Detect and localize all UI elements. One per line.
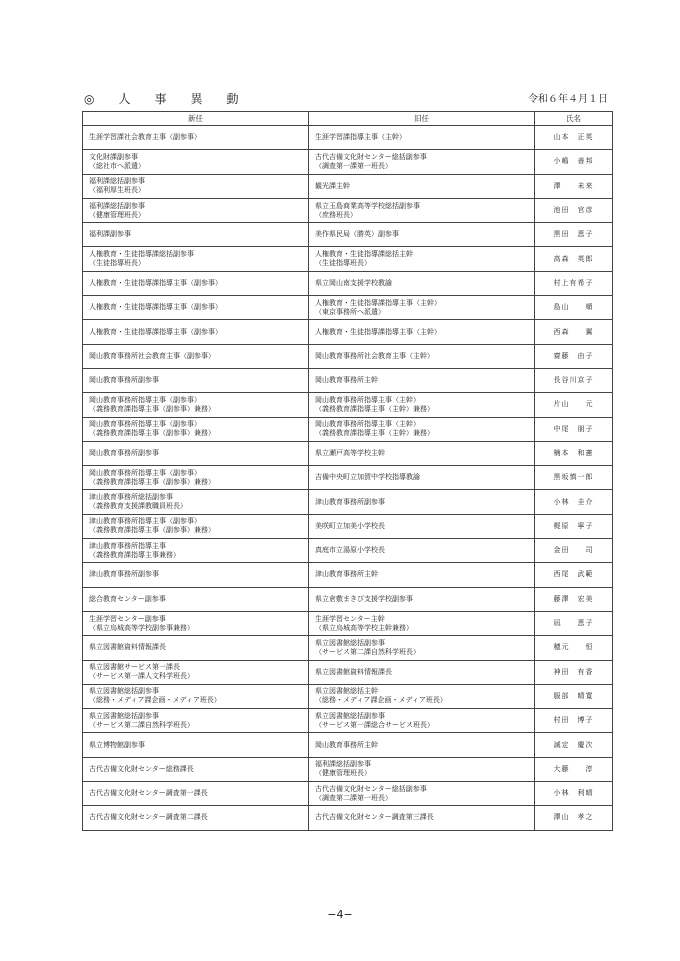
new-position-cell — [83, 611, 309, 635]
old-position-cell-line: 岡山教育事務所社会教育主事（主幹） — [315, 351, 434, 360]
person-name-cell: 澤山 孝之 — [535, 806, 613, 830]
new-position-cell-line: 岡山教育事務所指導主事（副参事） — [89, 420, 201, 429]
column-header-old: 旧任 — [309, 112, 535, 126]
new-position-cell-line: （サービス第二課自然科学班長） — [89, 720, 194, 729]
old-position-cell-line: （県立烏城高等学校主幹兼務） — [315, 623, 413, 632]
old-position-cell-line: 県立岡山南支援学校教諭 — [315, 278, 392, 287]
table-row — [83, 563, 613, 587]
table-row — [83, 368, 613, 392]
old-position-cell-line: （東京事務所へ派遣） — [315, 307, 385, 316]
old-position-cell — [309, 660, 535, 684]
column-header-new: 新任 — [83, 112, 309, 126]
new-position-cell-line: 岡山教育事務所指導主事（副参事） — [89, 395, 201, 404]
table-row — [83, 757, 613, 781]
table-row — [83, 660, 613, 684]
person-name-cell: 長谷川京子 — [535, 368, 613, 392]
new-position-cell — [83, 441, 309, 465]
new-position-cell-line: 県立博物館副参事 — [89, 740, 145, 749]
old-position-cell-line: 人権教育・生徒指導課指導主事（主幹） — [315, 298, 441, 307]
table-row — [83, 271, 613, 295]
new-position-cell — [83, 320, 309, 344]
table-header-row — [83, 112, 613, 126]
old-position-cell — [309, 806, 535, 830]
person-name-cell: 片山 元 — [535, 393, 613, 417]
old-position-cell — [309, 757, 535, 781]
new-position-cell — [83, 271, 309, 295]
old-position-cell-line: 県立図書館資料情報課長 — [315, 667, 392, 676]
new-position-cell — [83, 417, 309, 441]
old-position-cell — [309, 223, 535, 247]
new-position-cell — [83, 733, 309, 757]
old-position-cell-line: （調査第一課第一班長） — [315, 161, 392, 170]
old-position-cell-line: 吉備中央町立加賀中学校指導教諭 — [315, 473, 420, 482]
old-position-cell — [309, 539, 535, 563]
column-header-name: 氏名 — [535, 112, 613, 126]
table-row — [83, 539, 613, 563]
effective-date: 令和６年４月１日 — [528, 94, 608, 105]
old-position-cell-line: （生徒指導班長） — [315, 259, 371, 268]
table-row — [83, 320, 613, 344]
person-name-cell: 島山 順 — [535, 296, 613, 320]
old-position-cell — [309, 320, 535, 344]
table-row — [83, 150, 613, 174]
person-name-cell: 凪 恵子 — [535, 611, 613, 635]
old-position-cell-line: 岡山教育事務所主幹 — [315, 740, 378, 749]
old-position-cell-line: 真庭市立湯原小学校長 — [315, 546, 385, 555]
person-name-cell: 黒坂慎一郎 — [535, 466, 613, 490]
old-position-cell-line: 古代吉備文化財センター調査第三課長 — [315, 813, 434, 822]
old-position-cell-line: 県立図書館総括副参事 — [315, 638, 385, 647]
new-position-cell — [83, 636, 309, 660]
old-position-cell — [309, 563, 535, 587]
old-position-cell-line: 岡山教育事務所主幹 — [315, 376, 378, 385]
old-position-cell — [309, 344, 535, 368]
new-position-cell — [83, 709, 309, 733]
new-position-cell-line: 岡山教育事務所社会教育主事（副参事） — [89, 351, 215, 360]
new-position-cell-line: 生涯学習課社会教育主事（副参事） — [89, 133, 201, 142]
new-position-cell-line: （義務教育課指導主事（副参事）兼務） — [89, 526, 215, 535]
new-position-cell-line: 県立図書館総括副参事 — [89, 711, 159, 720]
new-position-cell — [83, 223, 309, 247]
person-name-cell: 楠本 和憲 — [535, 441, 613, 465]
table-row — [83, 636, 613, 660]
old-position-cell-line: （義務教育課指導主事（主幹）兼務） — [315, 404, 434, 413]
page-number: −4− — [327, 908, 353, 921]
old-position-cell-line: 県立図書館総括主幹 — [315, 687, 378, 696]
table-row — [83, 296, 613, 320]
old-position-cell-line: 人権教育・生徒指導課総括主幹 — [315, 250, 413, 259]
new-position-cell-line: （福利厚生班長） — [89, 186, 145, 195]
new-position-cell-line: 津山教育事務所指導主事 — [89, 541, 166, 550]
new-position-cell-line: 生涯学習センター副参事 — [89, 614, 166, 623]
person-name-cell: 山本 正英 — [535, 126, 613, 150]
table-row — [83, 441, 613, 465]
old-position-cell-line: 人権教育・生徒指導課指導主事（主幹） — [315, 327, 441, 336]
new-position-cell — [83, 393, 309, 417]
old-position-cell-line: 生涯学習センター主幹 — [315, 614, 385, 623]
old-position-cell-line: （庶務班長） — [315, 210, 357, 219]
table-row — [83, 417, 613, 441]
table-row — [83, 611, 613, 635]
old-position-cell — [309, 150, 535, 174]
old-position-cell — [309, 174, 535, 198]
old-position-cell-line: 生涯学習課指導主事（主幹） — [315, 133, 406, 142]
new-position-cell-line: （総社市へ派遣） — [89, 161, 145, 170]
new-position-cell-line: （義務教育支援課教職員班長） — [89, 502, 187, 511]
old-position-cell — [309, 466, 535, 490]
old-position-cell — [309, 684, 535, 708]
old-position-cell — [309, 247, 535, 271]
new-position-cell — [83, 757, 309, 781]
new-position-cell-line: 県立図書館総括副参事 — [89, 687, 159, 696]
old-position-cell — [309, 514, 535, 538]
table-row — [83, 344, 613, 368]
new-position-cell-line: 文化財課副参事 — [89, 152, 138, 161]
new-position-cell — [83, 563, 309, 587]
new-position-cell-line: 古代吉備文化財センター総務課長 — [89, 764, 194, 773]
old-position-cell-line: （健康管理班長） — [315, 769, 371, 778]
new-position-cell-line: 県立図書館資料情報課長 — [89, 643, 166, 652]
old-position-cell-line: 観光課主幹 — [315, 181, 350, 190]
old-position-cell — [309, 709, 535, 733]
new-position-cell — [83, 296, 309, 320]
table-row — [83, 709, 613, 733]
new-position-cell-line: 福利課総括副参事 — [89, 201, 145, 210]
new-position-cell-line: 県立図書館サービス第一課長 — [89, 663, 180, 672]
table-row — [83, 490, 613, 514]
old-position-cell — [309, 636, 535, 660]
person-name-cell: 中尾 朋子 — [535, 417, 613, 441]
new-position-cell — [83, 368, 309, 392]
new-position-cell-line: 総合教育センター副参事 — [89, 594, 166, 603]
old-position-cell-line: 福利課総括副参事 — [315, 760, 371, 769]
old-position-cell-line: 古代吉備文化財センター総括副参事 — [315, 152, 427, 161]
new-position-cell-line: （義務教育課指導主事兼務） — [89, 550, 180, 559]
new-position-cell-line: 福利課副参事 — [89, 230, 131, 239]
person-name-cell: 村上有希子 — [535, 271, 613, 295]
person-name-cell: 滅定 慶次 — [535, 733, 613, 757]
person-name-cell: 村田 博子 — [535, 709, 613, 733]
new-position-cell — [83, 490, 309, 514]
old-position-cell-line: 岡山教育事務所指導主事（主幹） — [315, 395, 420, 404]
new-position-cell-line: （義務教育課指導主事（副参事）兼務） — [89, 404, 215, 413]
old-position-cell-line: 津山教育事務所主幹 — [315, 570, 378, 579]
new-position-cell-line: 古代吉備文化財センター調査第二課長 — [89, 813, 208, 822]
person-name-cell: 大藤 淳 — [535, 757, 613, 781]
table-row — [83, 782, 613, 806]
new-position-cell-line: 津山教育事務所総括副参事 — [89, 493, 173, 502]
table-row — [83, 198, 613, 222]
old-position-cell — [309, 490, 535, 514]
old-position-cell — [309, 733, 535, 757]
person-name-cell: 澤 未来 — [535, 174, 613, 198]
new-position-cell — [83, 198, 309, 222]
old-position-cell-line: 県立倉敷まきび支援学校副参事 — [315, 594, 413, 603]
old-position-cell — [309, 126, 535, 150]
table-row — [83, 806, 613, 830]
table-row — [83, 174, 613, 198]
person-name-cell: 穂元 恒 — [535, 636, 613, 660]
person-name-cell: 神田 有香 — [535, 660, 613, 684]
old-position-cell-line: （サービス第二課自然科学班長） — [315, 647, 420, 656]
new-position-cell-line: 津山教育事務所副参事 — [89, 570, 159, 579]
new-position-cell-line: 津山教育事務所指導主事（副参事） — [89, 517, 201, 526]
new-position-cell — [83, 466, 309, 490]
old-position-cell — [309, 587, 535, 611]
new-position-cell — [83, 806, 309, 830]
table-row — [83, 126, 613, 150]
new-position-cell-line: （サービス第一課人文科学班長） — [89, 672, 194, 681]
table-row — [83, 223, 613, 247]
new-position-cell-line: （総務・メディア課企画・メディア班長） — [89, 696, 221, 705]
old-position-cell — [309, 296, 535, 320]
new-position-cell — [83, 174, 309, 198]
old-position-cell-line: 県立玉島商業高等学校総括副参事 — [315, 201, 420, 210]
new-position-cell-line: 人権教育・生徒指導課総括副参事 — [89, 250, 194, 259]
old-position-cell-line: 県立図書館総括副参事 — [315, 711, 385, 720]
page-title: ◎ 人 事 異 動 — [84, 92, 245, 106]
old-position-cell — [309, 611, 535, 635]
old-position-cell-line: 美作県民局（勝英）副参事 — [315, 230, 399, 239]
old-position-cell-line: 津山教育事務所副参事 — [315, 497, 385, 506]
person-name-cell: 藤澤 宏美 — [535, 587, 613, 611]
new-position-cell-line: 人権教育・生徒指導課指導主事（副参事） — [89, 303, 222, 312]
person-name-cell: 小嶋 善邦 — [535, 150, 613, 174]
person-name-cell: 小林 利晴 — [535, 782, 613, 806]
old-position-cell — [309, 441, 535, 465]
person-name-cell: 小林 圭介 — [535, 490, 613, 514]
person-name-cell: 梶原 寧子 — [535, 514, 613, 538]
new-position-cell — [83, 344, 309, 368]
table-row — [83, 393, 613, 417]
new-position-cell — [83, 587, 309, 611]
new-position-cell — [83, 539, 309, 563]
new-position-cell — [83, 684, 309, 708]
personnel-table — [82, 111, 613, 831]
old-position-cell-line: （総務・メディア課企画・メディア班長） — [315, 696, 447, 705]
person-name-cell: 西尾 武範 — [535, 563, 613, 587]
person-name-cell: 池田 官彦 — [535, 198, 613, 222]
old-position-cell-line: 美咲町立加美小学校長 — [315, 521, 385, 530]
old-position-cell-line: 県立瀬戸高等学校主幹 — [315, 449, 385, 457]
old-position-cell — [309, 782, 535, 806]
new-position-cell — [83, 126, 309, 150]
new-position-cell-line: 人権教育・生徒指導課指導主事（副参事） — [89, 327, 222, 336]
new-position-cell-line: （義務教育課指導主事（副参事）兼務） — [89, 429, 215, 438]
person-name-cell: 西森 翼 — [535, 320, 613, 344]
new-position-cell-line: （義務教育課指導主事（副参事）兼務） — [89, 477, 215, 486]
old-position-cell-line: 岡山教育事務所指導主事（主幹） — [315, 420, 420, 429]
person-name-cell: 服部 晴寛 — [535, 684, 613, 708]
new-position-cell-line: 古代吉備文化財センター調査第一課長 — [89, 789, 208, 798]
old-position-cell — [309, 393, 535, 417]
table-row — [83, 247, 613, 271]
new-position-cell-line: 岡山教育事務所副参事 — [89, 376, 159, 385]
new-position-cell — [83, 660, 309, 684]
person-name-cell: 金田 司 — [535, 539, 613, 563]
new-position-cell-line: 人権教育・生徒指導課指導主事（副参事） — [89, 278, 222, 287]
old-position-cell — [309, 417, 535, 441]
new-position-cell-line: （県立烏城高等学校副参事兼務） — [89, 623, 194, 632]
new-position-cell-line: 福利課総括副参事 — [89, 177, 145, 186]
old-position-cell — [309, 271, 535, 295]
new-position-cell — [83, 150, 309, 174]
old-position-cell-line: （義務教育課指導主事（主幹）兼務） — [315, 429, 434, 438]
old-position-cell-line: 古代吉備文化財センター総括副参事 — [315, 784, 427, 793]
old-position-cell — [309, 198, 535, 222]
table-row — [83, 466, 613, 490]
new-position-cell-line: （生徒指導班長） — [89, 259, 145, 268]
table-row — [83, 587, 613, 611]
table-row — [83, 684, 613, 708]
old-position-cell-line: （サービス第一課総合サービス班長） — [315, 720, 434, 729]
new-position-cell — [83, 782, 309, 806]
old-position-cell-line: （調査第二課第一班長） — [315, 793, 392, 802]
new-position-cell — [83, 514, 309, 538]
new-position-cell-line: （健康管理班長） — [89, 210, 145, 219]
new-position-cell — [83, 247, 309, 271]
old-position-cell — [309, 368, 535, 392]
person-name-cell: 齋藤 由子 — [535, 344, 613, 368]
new-position-cell-line: 岡山教育事務所副参事 — [89, 449, 159, 457]
person-name-cell: 黒田 恵子 — [535, 223, 613, 247]
person-name-cell: 高森 英郎 — [535, 247, 613, 271]
table-row — [83, 514, 613, 538]
table-row — [83, 733, 613, 757]
new-position-cell-line: 岡山教育事務所指導主事（副参事） — [89, 468, 201, 477]
